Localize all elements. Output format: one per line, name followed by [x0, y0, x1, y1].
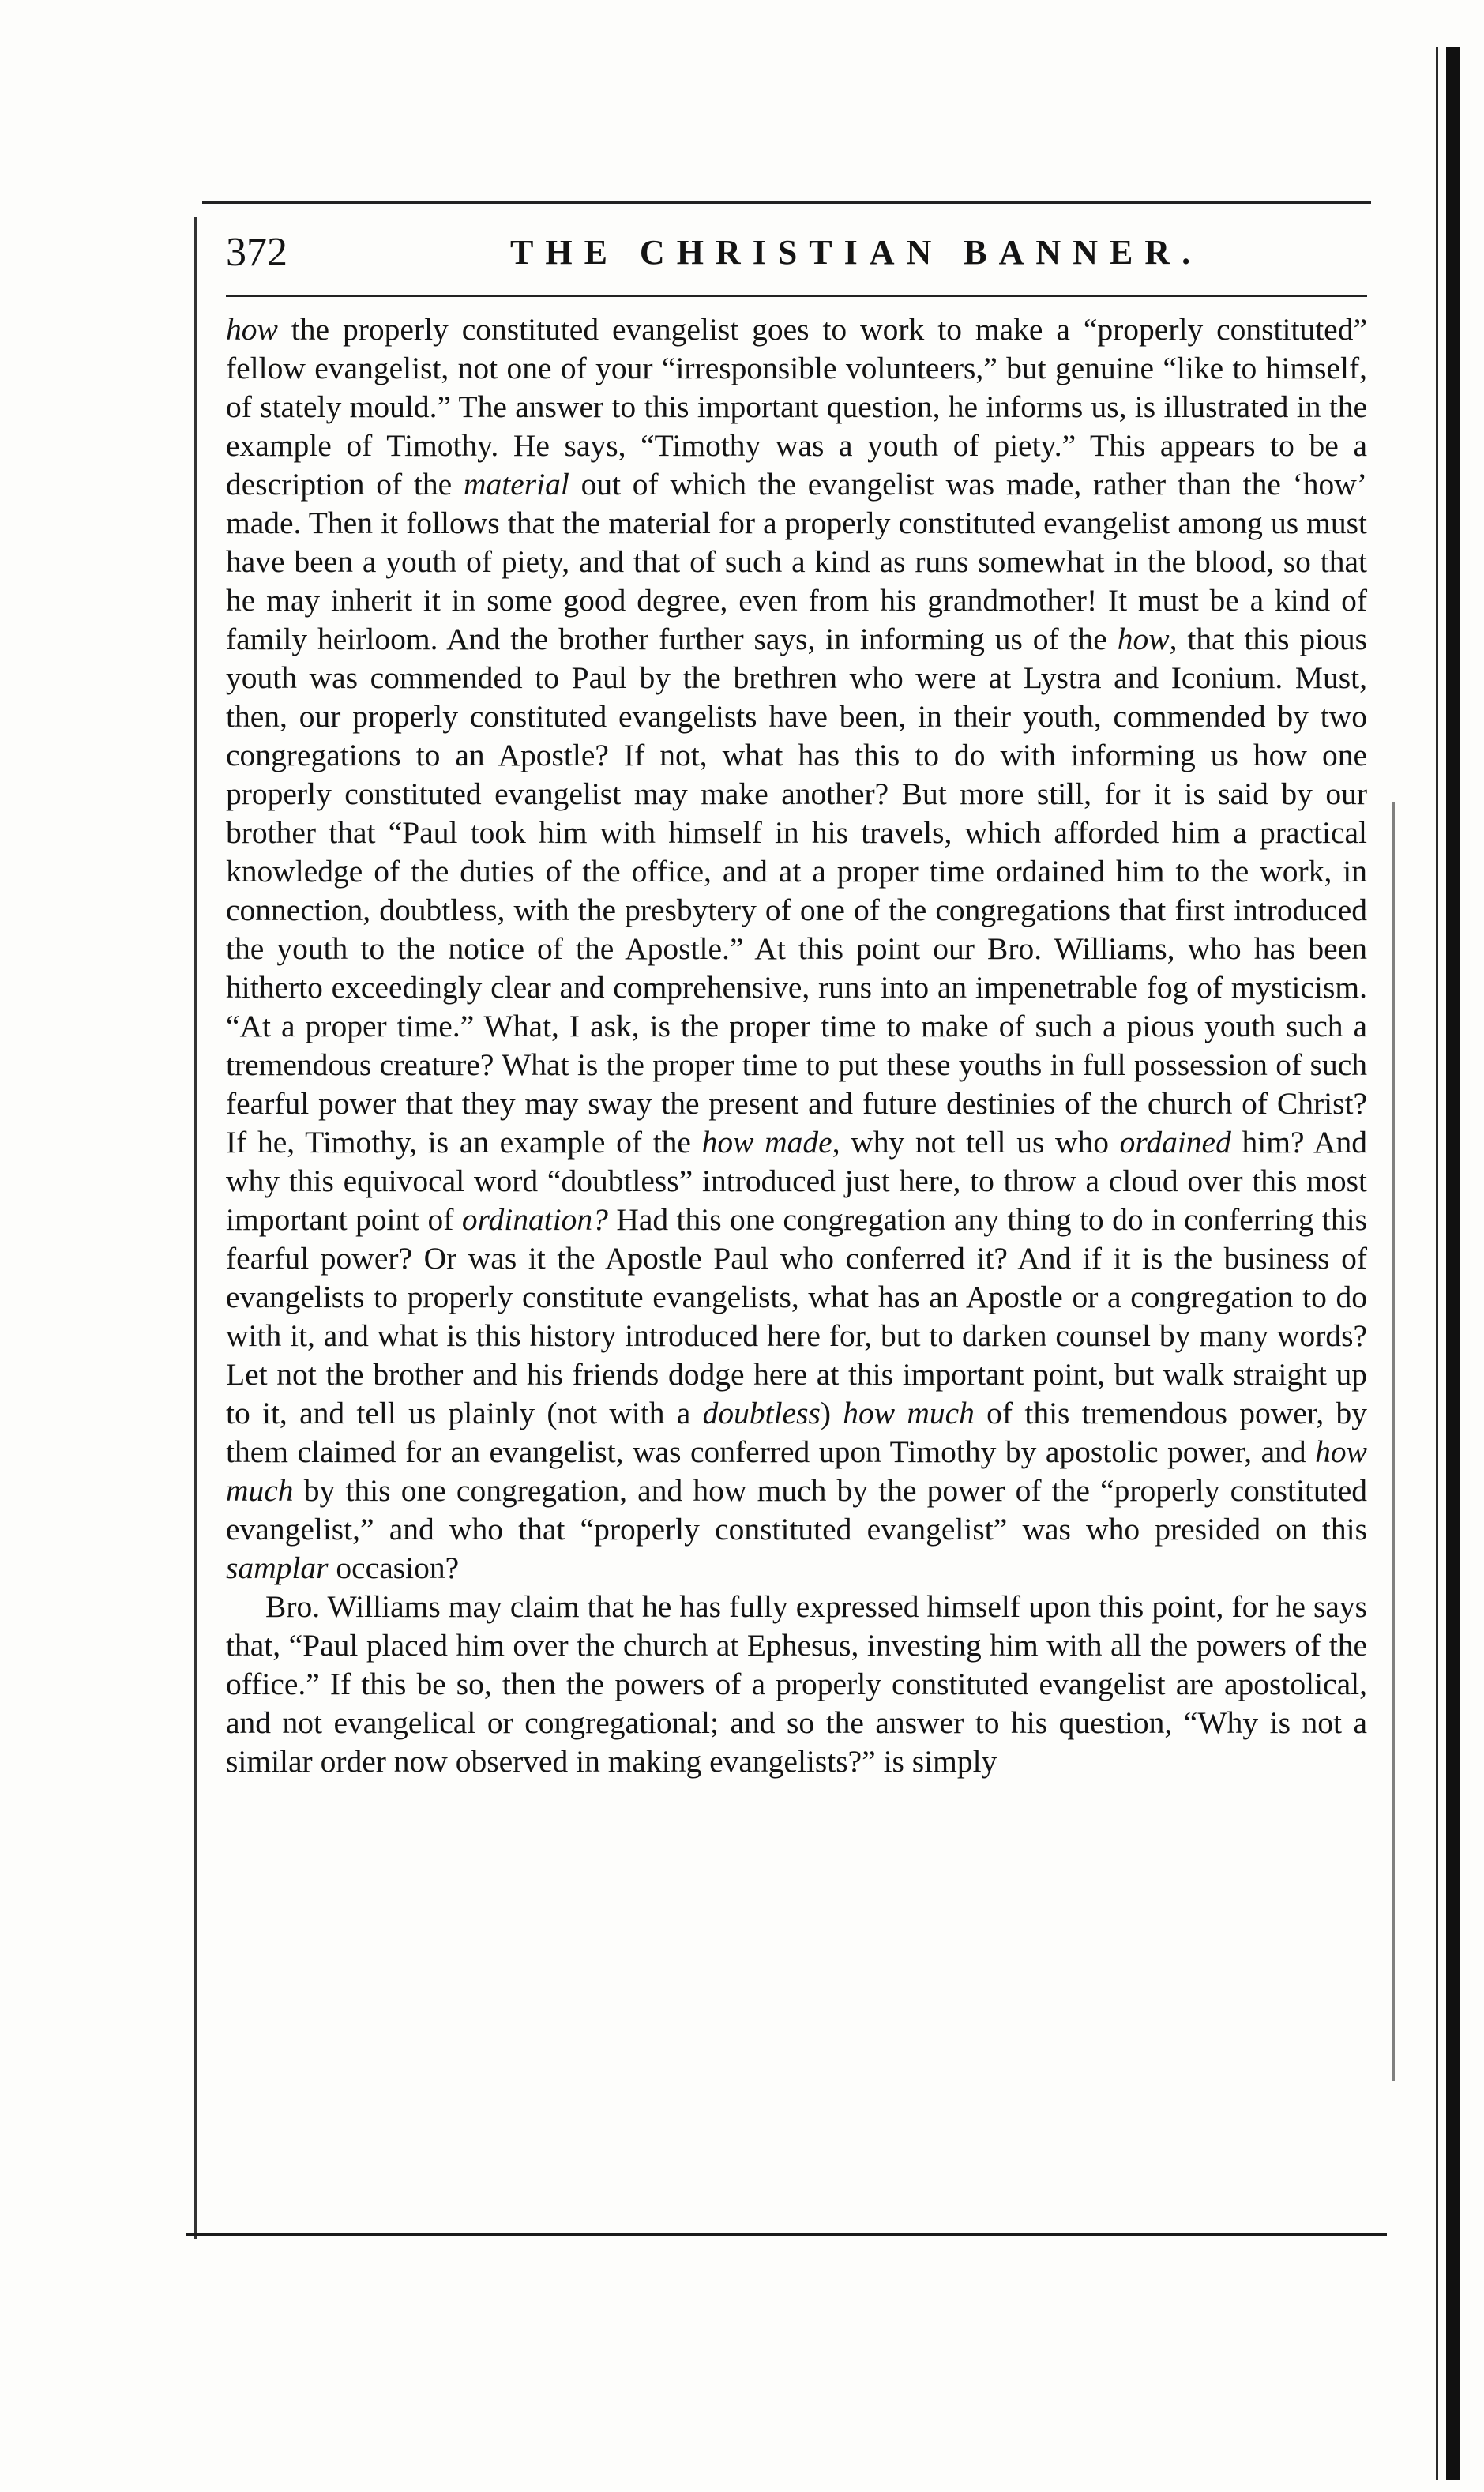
book-page — [186, 201, 1395, 2413]
italic-text: how — [226, 312, 278, 347]
paragraph — [226, 1588, 1367, 1781]
italic-text: ordained — [1119, 1125, 1231, 1160]
italic-text: how made — [701, 1125, 832, 1160]
scan-edge — [1446, 47, 1460, 2480]
text-run: ) — [820, 1396, 843, 1430]
italic-text: how — [1117, 622, 1170, 656]
text-run: out of which the evangelist was made, rather than the ‘how’ made. Then it follows that the material for a properly constituted evangelist among us must have been a youth of piety, and that of such a kind as runs somewhat in the blood, so that he may inherit it in some good degree, even from his grandmother! It must be a kind of family heirloom. And the brother further says, in informing us of the — [226, 467, 1367, 656]
italic-text: samplar — [226, 1550, 329, 1585]
text-run: the properly constituted evangelist goes to work to make a “properly constituted” fellow evangelist, not one of your “irresponsible volunteers,” but genuine “like to himself, of stately mould.” The answer to this important question, he informs us, is illustrated in the example of Timothy. He says, “Timothy was a youth of piety.” This appears to be a description of the — [226, 312, 1367, 502]
right-margin-rule — [1392, 802, 1395, 2081]
text-run: , that this pious youth was commended to Paul by the brethren who were at Lystra and Iconium. Must, then, our properly constituted evangelists have been, in their youth, commended by two congregations to an Apostle? If not, what has this to do with informing us how one properly constituted evangelist may make another? But more still, for it is said by our brother that “Paul took him with himself in his travels, which afforded him a practical knowledge of the duties of the office, and at a proper time ordained him to the work, in connection, doubtless, with the presbytery of one of the congregations that first introduced the youth to the notice of the Apostle.” At this point our Bro. Williams, who has been hitherto exceedingly clear and comprehensive, runs into an impenetrable fog of mysticism. “At a proper time.” What, I ask, is the proper time to make of such a pious youth such a tremendous creature? What is the proper time to put these youths in full possession of such fearful power that they may sway the present and future destinies of the church of Christ? If he, Timothy, is an example of the — [226, 622, 1367, 1160]
bottom-rule — [186, 2233, 1387, 2236]
text-run: occasion? — [328, 1550, 460, 1585]
left-margin-rule — [194, 217, 197, 2239]
page-number: 372 — [226, 230, 287, 275]
italic-text: how much — [226, 1434, 1367, 1508]
header-rule — [226, 295, 1367, 297]
text-run: of this tremendous power, by them claimed for an evangelist, was conferred upon Timothy by apostolic power, and — [226, 1396, 1367, 1469]
italic-text: how much — [843, 1396, 975, 1430]
page-header — [226, 225, 1363, 280]
top-rule — [202, 201, 1371, 204]
running-title: THE CHRISTIAN BANNER. — [510, 233, 1203, 272]
italic-text: doubtless — [702, 1396, 821, 1430]
italic-text: material — [463, 467, 569, 502]
text-run: , why not tell us who — [832, 1125, 1120, 1160]
scan-edge-line — [1436, 47, 1438, 2480]
text-run: by this one congregation, and how much by the power of the “properly constituted evangelist,” and who that “properly constituted evangelist” was who presided on this — [226, 1473, 1367, 1547]
text-run: Had this one congregation any thing to do in conferring this fearful power? Or was it the Apostle Paul who conferred it? And if it is the business of evangelists to properly constitute evangelists, what has an Apostle or a congregation to do with it, and what is this history introduced here for, but to darken counsel by many words? Let not the brother and his friends dodge here at this important point, but walk straight up to it, and tell us plainly (not with a — [226, 1202, 1368, 1430]
article-body — [226, 310, 1367, 1781]
paragraph — [226, 310, 1367, 1588]
italic-text: ordination? — [461, 1202, 608, 1237]
text-run: him? And why this equivocal word “doubtless” introduced just here, to throw a cloud over this most important point of — [226, 1125, 1367, 1237]
text-run: Bro. Williams may claim that he has fully expressed himself upon this point, for he says that, “Paul placed him over the church at Ephesus, investing him with all the powers of the office.” If this be so, then the powers of a properly constituted evangelist are apostolical, and not evangelical or congregational; and so the answer to his question, “Why is not a similar order now observed in making evangelists?” is simply — [226, 1589, 1367, 1779]
